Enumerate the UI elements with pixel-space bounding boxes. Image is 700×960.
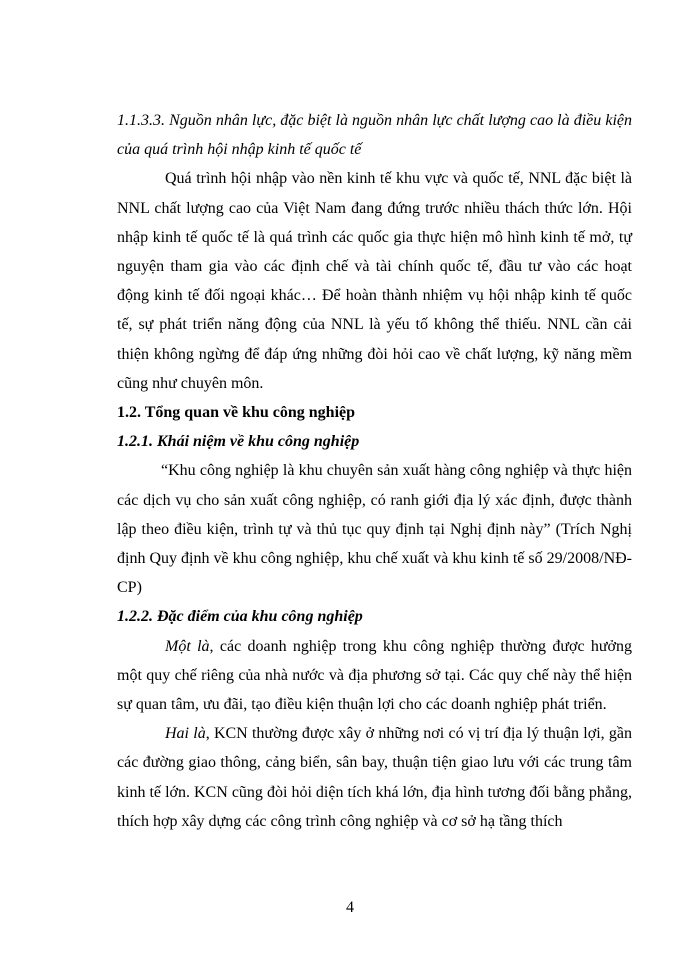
page-number: 4 — [346, 899, 354, 916]
section-heading-1-2: 1.2. Tổng quan về khu công nghiệp — [117, 404, 356, 422]
section-heading-1-2-2: 1.2.2. Đặc điểm của khu công nghiệp — [117, 608, 363, 626]
first-feature-text: , các doanh nghiệp trong khu công nghiệp thường được hưởng một quy chế riêng của nhà nước và địa phương sở tại. Các quy chế này thể hiện sự quan tâm, ưu đãi, tạo điều kiện thuận lợi cho các doanh nghiệp phát triển. — [117, 637, 633, 714]
paragraph-integration: Quá trình hội nhập vào nền kinh tế khu vực và quốc tế, NNL đặc biệt là NNL chất lượng cao của Việt Nam đang đứng trước nhiều thách thức lớn. Hội nhập kinh tế quốc tế là quá trình các quốc gia thực hiện mô hình kinh tế mở, tự nguyện tham gia vào các định chế và tài chính quốc tế, đầu tư vào các hoạt động kinh tế đối ngoại khác… Để hoàn thành nhiệm vụ hội nhập kinh tế quốc tế, sự phát triển năng động của NNL là yếu tố không thể thiếu. NNL cần cải thiện không ngừng để đáp ứng những đòi hỏi cao về chất lượng, kỹ năng mềm cũng như chuyên môn. — [117, 170, 632, 392]
page-body — [117, 106, 632, 836]
paragraph-second-feature — [117, 719, 632, 836]
first-feature-lead: Một là — [165, 637, 210, 655]
paragraph-first-feature — [117, 632, 632, 720]
section-heading-1-1-3-3: 1.1.3.3. Nguồn nhân lực, đặc biệt là nguồn nhân lực chất lượng cao là điều kiện của quá trình hội nhập kinh tế quốc tế — [117, 112, 632, 159]
paragraph-definition-quote: “Khu công nghiệp là khu chuyên sản xuất hàng công nghiệp và thực hiện các dịch vụ cho sản xuất công nghiệp, có ranh giới địa lý xác định, được thành lập theo điều kiện, trình tự và thủ tục quy định tại Nghị định này” (Trích Nghị định Quy định về khu công nghiệp, khu chế xuất và khu kinh tế số 29/2008/NĐ-CP) — [117, 462, 632, 597]
second-feature-lead: Hai là — [165, 725, 206, 743]
section-heading-1-2-1: 1.2.1. Khái niệm về khu công nghiệp — [117, 433, 360, 451]
second-feature-text: , KCN thường được xây ở những nơi có vị trí địa lý thuận lợi, gần các đường giao thông, cảng biển, sân bay, thuận tiện giao lưu với các trung tâm kinh tế lớn. KCN cũng đòi hỏi diện tích khá lớn, địa hình tương đối bằng phẳng, thích hợp xây dựng các công trình công nghiệp và cơ sở hạ tầng thích — [117, 725, 632, 830]
